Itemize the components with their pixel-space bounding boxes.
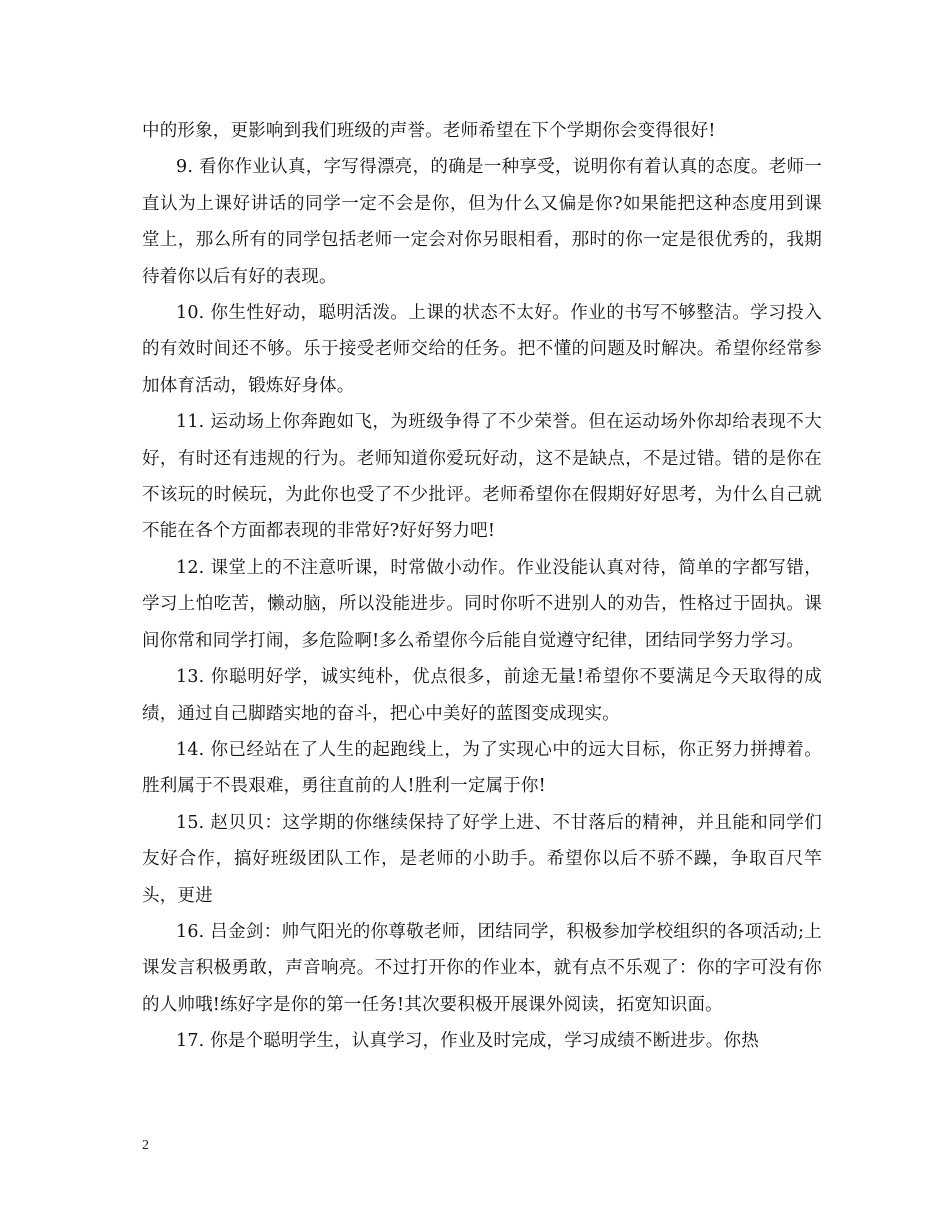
- page-number: 2: [142, 1138, 149, 1153]
- paragraph-item-12: 12. 课堂上的不注意听课，时常做小动作。作业没能认真对待，简单的字都写错，学习上怕吃苦，懒动脑，所以没能进步。同时你听不进别人的劝告，性格过于固执。课间你常和同学打闹，多危险啊!多么希望你今后能自觉遵守纪律，团结同学努力学习。: [142, 557, 822, 651]
- paragraph-item-15: 15. 赵贝贝：这学期的你继续保持了好学上进、不甘落后的精神，并且能和同学们友好合作，搞好班级团队工作，是老师的小助手。希望你以后不骄不躁，争取百尺竿头，更进: [142, 812, 822, 906]
- paragraph-item-16: 16. 吕金剑：帅气阳光的你尊敬老师，团结同学，积极参加学校组织的各项活动;上课发言积极勇敢，声音响亮。不过打开你的作业本，就有点不乐观了：你的字可没有你的人帅哦!练好字是你的第一任务!其次要积极开展课外阅读，拓宽知识面。: [142, 921, 822, 1015]
- paragraph-item-11: 11. 运动场上你奔跑如飞，为班级争得了不少荣誉。但在运动场外你却给表现不大好，有时还有违规的行为。老师知道你爱玩好动，这不是缺点，不是过错。错的是你在不该玩的时候玩，为此你也受了不少批评。老师希望你在假期好好思考，为什么自己就不能在各个方面都表现的非常好?好好努力吧!: [142, 412, 822, 542]
- paragraph-continuation: 中的形象，更影响到我们班级的声誉。老师希望在下个学期你会变得很好!: [142, 121, 716, 141]
- paragraph-item-14: 14. 你已经站在了人生的起跑线上，为了实现心中的远大目标，你正努力拼搏着。胜利属于不畏艰难，勇往直前的人!胜利一定属于你!: [142, 739, 822, 797]
- paragraph-item-9: 9. 看你作业认真，字写得漂亮，的确是一种享受，说明你有着认真的态度。老师一直认为上课好讲话的同学一定不会是你，但为什么又偏是你?如果能把这种态度用到课堂上，那么所有的同学包括老师一定会对你另眼相看，那时的你一定是很优秀的，我期待着你以后有好的表现。: [142, 157, 822, 287]
- paragraph-item-10: 10. 你生性好动，聪明活泼。上课的状态不太好。作业的书写不够整洁。学习投入的有效时间还不够。乐于接受老师交给的任务。把不懂的问题及时解决。希望你经常参加体育活动，锻炼好身体。: [142, 303, 822, 396]
- paragraph-item-17: 17. 你是个聪明学生，认真学习，作业及时完成，学习成绩不断进步。你热: [176, 1031, 759, 1052]
- document-body: [142, 113, 822, 1060]
- paragraph-item-13: 13. 你聪明好学，诚实纯朴，优点很多，前途无量!希望你不要满足今天取得的成绩，通过自己脚踏实地的奋斗，把心中美好的蓝图变成现实。: [142, 667, 822, 724]
